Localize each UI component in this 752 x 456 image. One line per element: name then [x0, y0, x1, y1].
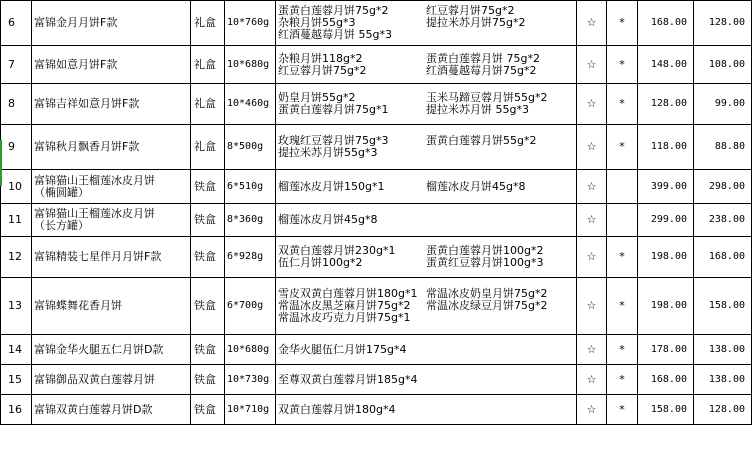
contents-item: 伍仁月饼100g*2	[278, 256, 363, 269]
spec-cell[interactable]: 10*730g	[225, 365, 276, 395]
group-price-cell[interactable]: 138.00	[694, 335, 752, 365]
product-name: 富锦精装七星伴月月饼F款	[34, 250, 162, 263]
contents-item: 雪皮双黄白莲蓉月饼180g*1	[278, 287, 418, 300]
contents-item	[426, 344, 576, 356]
contents-item: 红豆蓉月饼75g*2	[278, 63, 367, 77]
product-name-subline: （长方罐）	[34, 219, 89, 232]
star-cell[interactable]: ☆	[577, 278, 607, 335]
mark-cell[interactable]: *	[607, 395, 638, 425]
contents-item: 杂粮月饼118g*2	[278, 51, 363, 65]
contents-item: 蛋黄白莲蓉月饼100g*2	[426, 244, 544, 257]
row-number-cell[interactable]: 14	[1, 335, 32, 365]
spec-cell[interactable]: 10*710g	[225, 395, 276, 425]
contents-item: 至尊双黄白莲蓉月饼185g*4	[278, 372, 418, 386]
contents-item: 蛋黄白莲蓉月饼75g*1	[278, 103, 389, 116]
packaging-cell[interactable]: 铁盒	[191, 237, 225, 278]
row-number-cell[interactable]: 13	[1, 278, 32, 335]
group-price-cell[interactable]: 238.00	[694, 204, 752, 237]
mark-cell[interactable]: *	[607, 365, 638, 395]
contents-item	[426, 312, 576, 324]
contents-list	[278, 53, 575, 77]
product-name: 富锦金华火腿五仁月饼D款	[34, 342, 164, 356]
contents-item: 常温冰皮奶皇月饼75g*2	[426, 287, 548, 300]
contents-cell[interactable]	[276, 365, 577, 395]
contents-item: 榴莲冰皮月饼150g*1	[278, 179, 385, 193]
mark-cell[interactable]	[607, 170, 638, 204]
product-name-cell[interactable]	[32, 170, 191, 204]
contents-item: 提拉米苏月饼 55g*3	[426, 103, 529, 116]
contents-list	[278, 404, 575, 416]
spec-cell[interactable]: 6*928g	[225, 237, 276, 278]
table-row	[1, 170, 752, 204]
packaging-cell[interactable]: 铁盒	[191, 395, 225, 425]
spec-cell[interactable]: 10*680g	[225, 335, 276, 365]
contents-item: 双黄白莲蓉月饼230g*1	[278, 244, 396, 257]
spec-cell[interactable]: 6*700g	[225, 278, 276, 335]
contents-cell[interactable]	[276, 204, 577, 237]
product-name-cell[interactable]	[32, 84, 191, 125]
table-row	[1, 365, 752, 395]
product-name-cell[interactable]	[32, 1, 191, 46]
retail-price-cell[interactable]: 399.00	[638, 170, 694, 204]
mark-cell[interactable]: *	[607, 84, 638, 125]
packaging-cell[interactable]: 铁盒	[191, 335, 225, 365]
table-row	[1, 237, 752, 278]
product-name-cell[interactable]	[32, 46, 191, 84]
spec-cell[interactable]: 8*500g	[225, 125, 276, 170]
star-cell[interactable]: ☆	[577, 84, 607, 125]
contents-item	[426, 374, 576, 386]
contents-item: 蛋黄白莲蓉月饼75g*2	[278, 4, 389, 17]
retail-price-cell[interactable]: 299.00	[638, 204, 694, 237]
mark-cell[interactable]: *	[607, 278, 638, 335]
packaging-cell[interactable]: 铁盒	[191, 365, 225, 395]
table-row	[1, 125, 752, 170]
retail-price-cell[interactable]: 198.00	[638, 278, 694, 335]
group-price-cell[interactable]: 168.00	[694, 237, 752, 278]
packaging-cell[interactable]: 铁盒	[191, 278, 225, 335]
packaging-cell[interactable]: 礼盒	[191, 125, 225, 170]
product-name: 富锦秋月飘香月饼F款	[34, 140, 140, 153]
star-cell[interactable]: ☆	[577, 1, 607, 46]
row-number-cell[interactable]: 15	[1, 365, 32, 395]
star-cell[interactable]: ☆	[577, 395, 607, 425]
contents-list	[278, 245, 575, 269]
contents-item: 玉米马蹄豆蓉月饼55g*2	[426, 91, 548, 104]
mark-cell[interactable]: *	[607, 237, 638, 278]
product-name-cell[interactable]	[32, 237, 191, 278]
group-price-cell[interactable]: 128.00	[694, 395, 752, 425]
product-name: 富锦金月月饼F款	[34, 16, 118, 29]
packaging-cell[interactable]: 礼盒	[191, 46, 225, 84]
contents-item: 榴莲冰皮月饼45g*8	[426, 179, 526, 193]
product-name-cell[interactable]	[32, 204, 191, 237]
contents-list	[278, 181, 575, 193]
star-cell[interactable]: ☆	[577, 237, 607, 278]
product-name: 富锦猫山王榴莲冰皮月饼	[34, 173, 155, 187]
contents-item: 榴莲冰皮月饼45g*8	[278, 213, 378, 226]
contents-item: 奶皇月饼55g*2	[278, 91, 356, 104]
spec-cell[interactable]: 10*460g	[225, 84, 276, 125]
product-name: 富锦双黄白莲蓉月饼D款	[34, 402, 153, 416]
retail-price-cell[interactable]: 178.00	[638, 335, 694, 365]
packaging-cell[interactable]: 礼盒	[191, 1, 225, 46]
contents-cell[interactable]	[276, 237, 577, 278]
table-row	[1, 1, 752, 46]
group-price-cell[interactable]: 88.80	[694, 125, 752, 170]
packaging-cell[interactable]: 铁盒	[191, 204, 225, 237]
retail-price-cell[interactable]: 158.00	[638, 395, 694, 425]
table-body	[1, 1, 752, 425]
contents-cell[interactable]	[276, 335, 577, 365]
group-price-cell[interactable]: 128.00	[694, 1, 752, 46]
contents-item: 玫瑰红豆蓉月饼75g*3	[278, 134, 389, 147]
table-row	[1, 84, 752, 125]
retail-price-cell[interactable]: 168.00	[638, 365, 694, 395]
row-number-cell[interactable]: 9	[1, 125, 32, 170]
row-number-cell[interactable]: 10	[1, 170, 32, 204]
contents-item: 常温冰皮黑芝麻月饼75g*2	[278, 299, 411, 312]
group-price-cell[interactable]: 158.00	[694, 278, 752, 335]
product-name: 富锦蝶舞花香月饼	[34, 299, 122, 312]
product-name-cell[interactable]	[32, 278, 191, 335]
contents-item	[426, 214, 576, 226]
row-selection-marker	[0, 140, 2, 186]
packaging-cell[interactable]: 铁盒	[191, 170, 225, 204]
spec-cell[interactable]: 6*510g	[225, 170, 276, 204]
contents-cell[interactable]	[276, 125, 577, 170]
contents-item: 提拉米苏月饼75g*2	[426, 16, 526, 29]
star-cell[interactable]: ☆	[577, 170, 607, 204]
product-name-cell[interactable]	[32, 125, 191, 170]
spec-cell[interactable]: 10*760g	[225, 1, 276, 46]
mark-cell[interactable]: *	[607, 46, 638, 84]
product-name-subline: （椭圆罐）	[34, 185, 89, 199]
retail-price-cell[interactable]: 118.00	[638, 125, 694, 170]
mark-cell[interactable]: *	[607, 1, 638, 46]
contents-list	[278, 288, 575, 324]
row-number-cell[interactable]: 11	[1, 204, 32, 237]
contents-item: 常温冰皮巧克力月饼75g*1	[278, 311, 411, 324]
mark-cell[interactable]: *	[607, 335, 638, 365]
contents-cell[interactable]	[276, 170, 577, 204]
contents-item: 蛋黄白莲蓉月饼 75g*2	[426, 51, 540, 65]
star-cell[interactable]: ☆	[577, 204, 607, 237]
product-name: 富锦吉祥如意月饼F款	[34, 97, 140, 110]
group-price-cell[interactable]: 108.00	[694, 46, 752, 84]
contents-cell[interactable]	[276, 395, 577, 425]
spec-cell[interactable]: 10*680g	[225, 46, 276, 84]
product-name: 富锦猫山王榴莲冰皮月饼	[34, 207, 155, 220]
retail-price-cell[interactable]: 128.00	[638, 84, 694, 125]
contents-cell[interactable]	[276, 1, 577, 46]
contents-item	[426, 147, 576, 159]
table-row	[1, 278, 752, 335]
contents-cell[interactable]	[276, 46, 577, 84]
retail-price-cell[interactable]: 198.00	[638, 237, 694, 278]
contents-list	[278, 92, 575, 116]
contents-item: 金华火腿伍仁月饼175g*4	[278, 342, 407, 356]
contents-cell[interactable]	[276, 278, 577, 335]
contents-item: 杂粮月饼55g*3	[278, 16, 356, 29]
mark-cell[interactable]	[607, 204, 638, 237]
product-name-cell[interactable]	[32, 365, 191, 395]
row-number-cell[interactable]: 8	[1, 84, 32, 125]
row-number-cell[interactable]: 12	[1, 237, 32, 278]
contents-list	[278, 344, 575, 356]
star-cell[interactable]: ☆	[577, 125, 607, 170]
star-cell[interactable]: ☆	[577, 46, 607, 84]
table-row	[1, 335, 752, 365]
contents-item: 红酒蔓越莓月饼 55g*3	[278, 28, 392, 41]
contents-list	[278, 135, 575, 159]
contents-item: 蛋黄白莲蓉月饼55g*2	[426, 134, 537, 147]
group-price-cell[interactable]: 99.00	[694, 84, 752, 125]
product-name-cell[interactable]	[32, 395, 191, 425]
retail-price-cell[interactable]: 148.00	[638, 46, 694, 84]
row-number-cell[interactable]: 7	[1, 46, 32, 84]
packaging-cell[interactable]: 礼盒	[191, 84, 225, 125]
contents-item	[426, 404, 576, 416]
spec-cell[interactable]: 8*360g	[225, 204, 276, 237]
table-row	[1, 46, 752, 84]
contents-item: 常温冰皮绿豆月饼75g*2	[426, 299, 548, 312]
star-cell[interactable]: ☆	[577, 365, 607, 395]
group-price-cell[interactable]: 138.00	[694, 365, 752, 395]
row-number-cell[interactable]: 16	[1, 395, 32, 425]
contents-list	[278, 214, 575, 226]
star-cell[interactable]: ☆	[577, 335, 607, 365]
product-name: 富锦如意月饼F款	[34, 57, 118, 71]
contents-cell[interactable]	[276, 84, 577, 125]
contents-item: 红酒蔓越莓月饼75g*2	[426, 63, 537, 77]
contents-item: 双黄白莲蓉月饼180g*4	[278, 402, 396, 416]
group-price-cell[interactable]: 298.00	[694, 170, 752, 204]
table-row	[1, 204, 752, 237]
contents-item	[426, 29, 576, 41]
contents-item: 红豆蓉月饼75g*2	[426, 4, 515, 17]
contents-item: 蛋黄红豆蓉月饼100g*3	[426, 256, 544, 269]
mark-cell[interactable]: *	[607, 125, 638, 170]
retail-price-cell[interactable]: 168.00	[638, 1, 694, 46]
table-row	[1, 395, 752, 425]
product-name: 富锦御品双黄白莲蓉月饼	[34, 372, 155, 386]
product-name-cell[interactable]	[32, 335, 191, 365]
contents-list	[278, 374, 575, 386]
row-number-cell[interactable]: 6	[1, 1, 32, 46]
contents-item: 提拉米苏月饼55g*3	[278, 146, 378, 159]
contents-list	[278, 5, 575, 41]
